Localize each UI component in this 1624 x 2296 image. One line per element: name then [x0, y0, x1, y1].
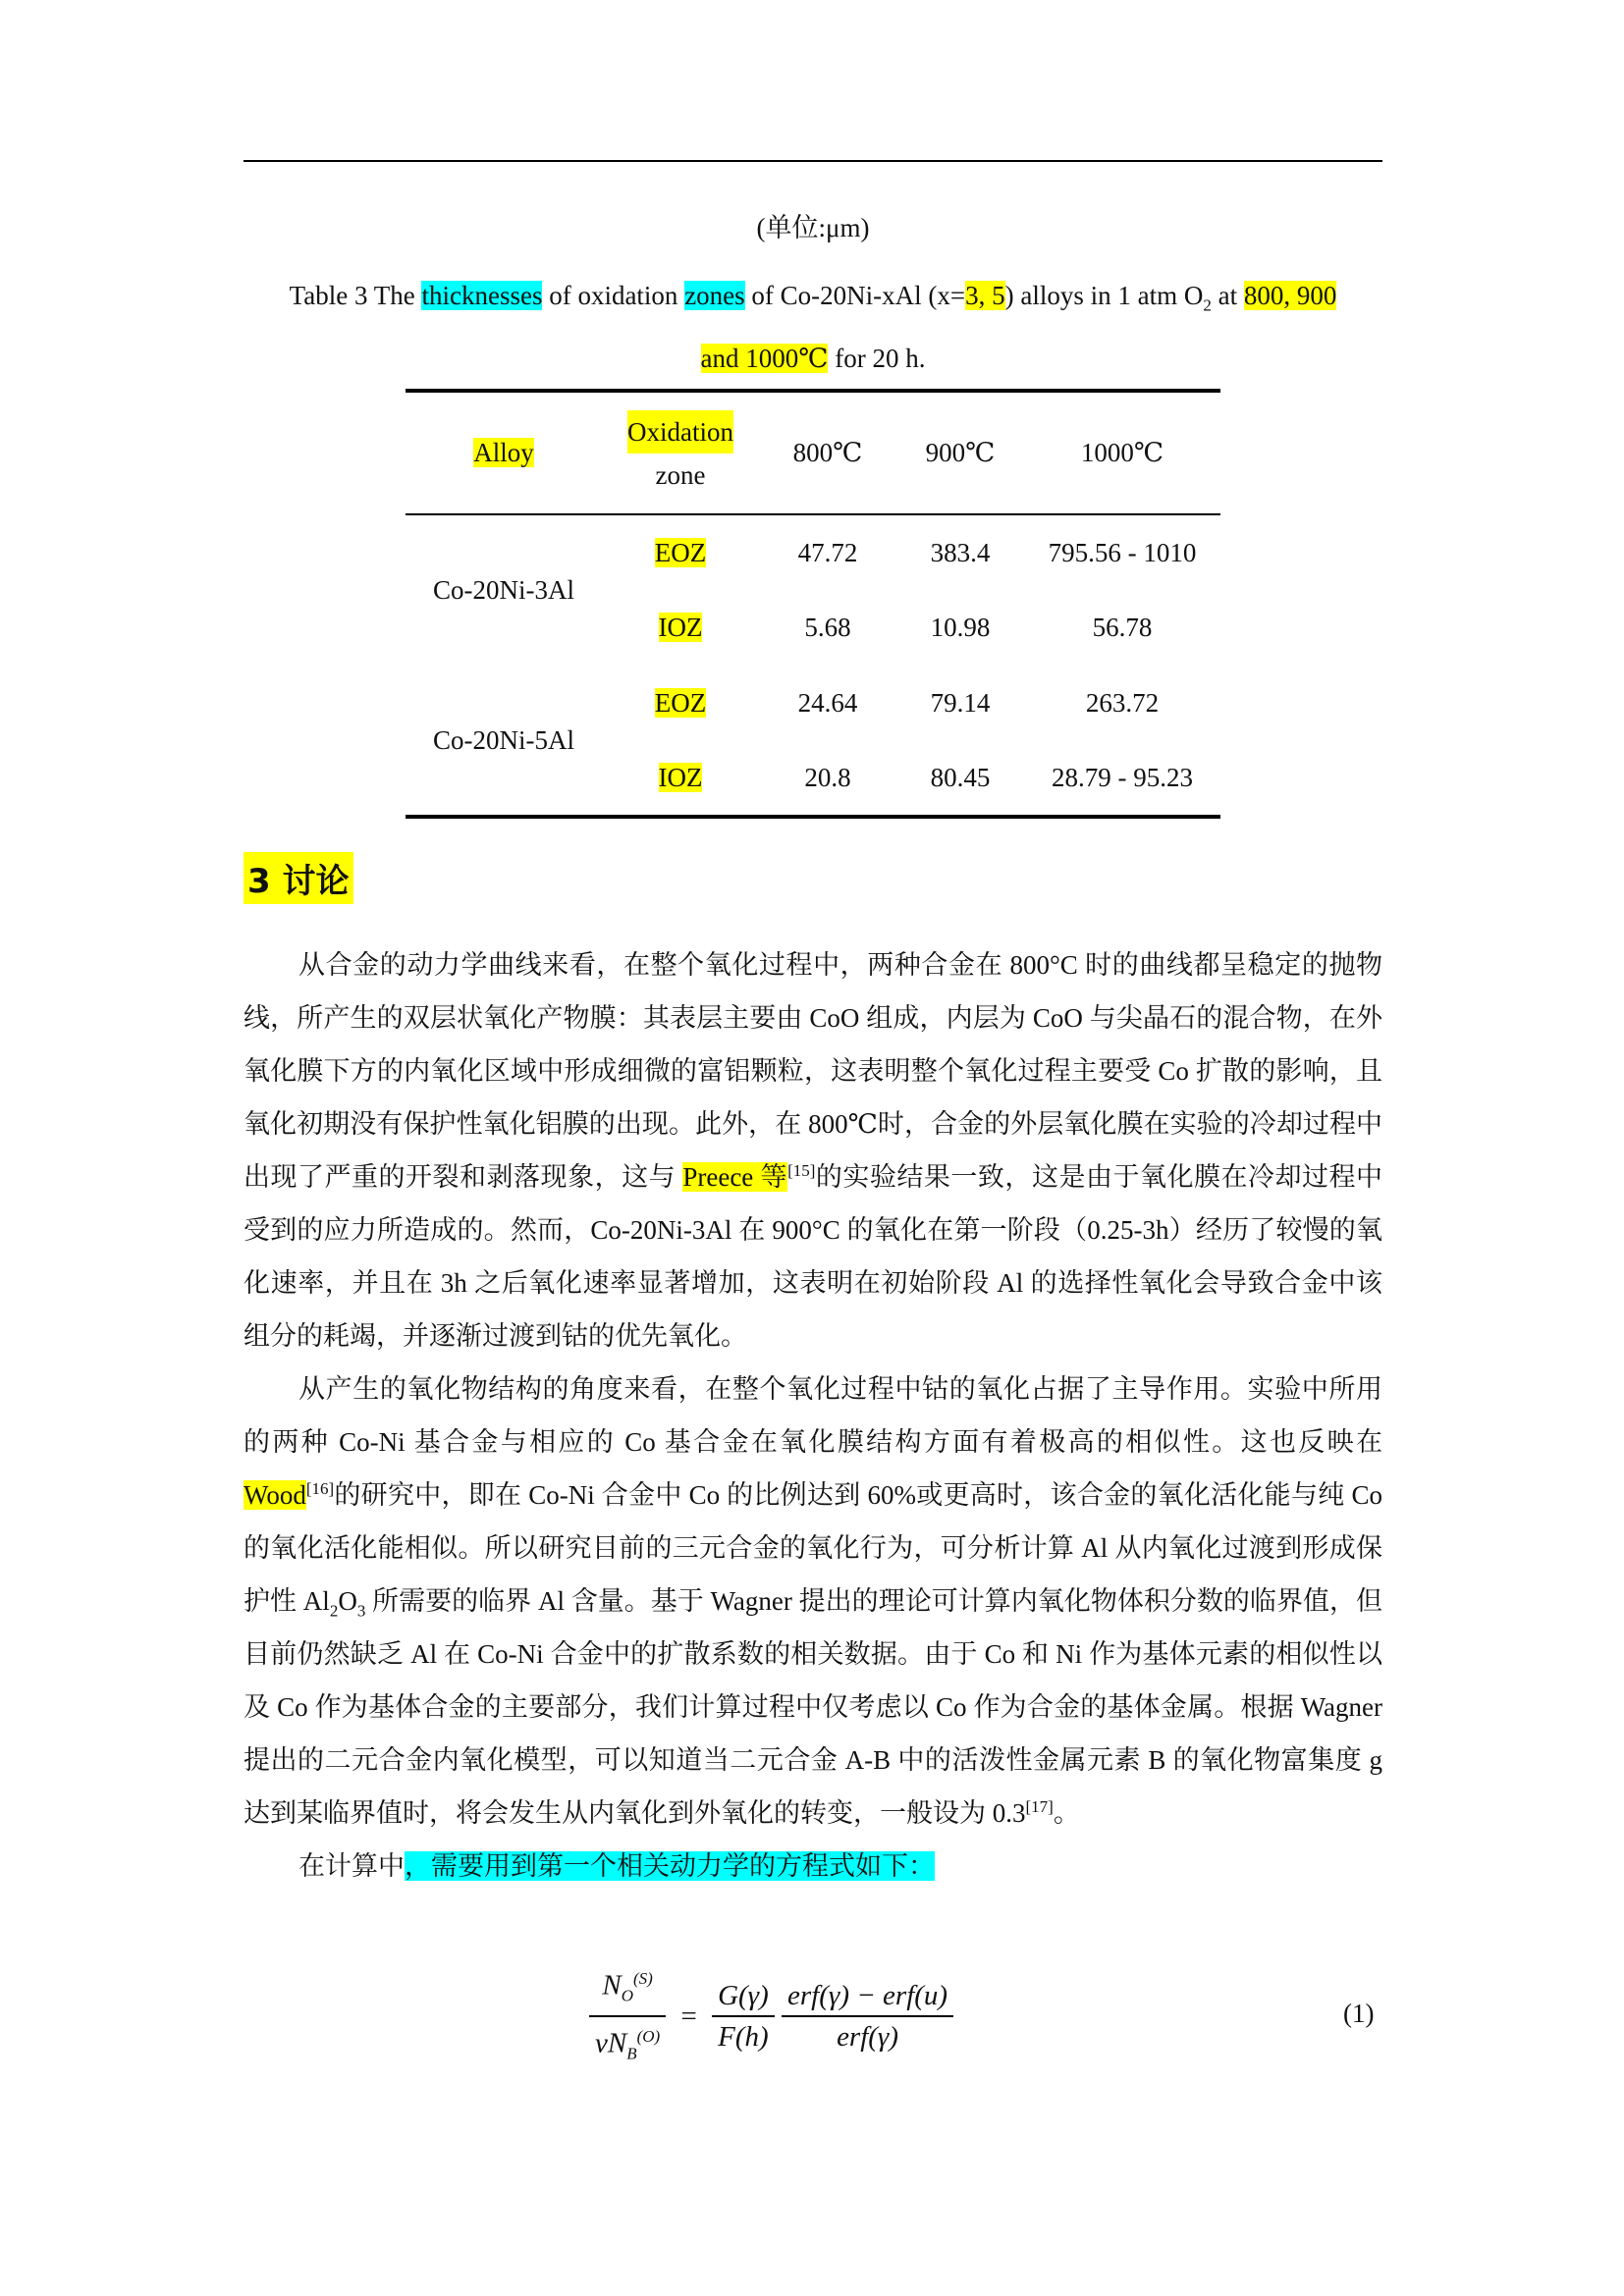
eq-lhs-den-pre: νN [595, 2028, 627, 2060]
cell-zone-label: IOZ [658, 763, 703, 792]
header-1000: 1000℃ [1080, 438, 1164, 467]
table-caption [244, 269, 1382, 385]
cell-zone-label: IOZ [658, 613, 703, 642]
eq-lhs-den-sub: B [626, 2044, 637, 2063]
body-text [244, 938, 1382, 1893]
para3-text-a: 在计算中 [298, 1851, 405, 1881]
eq-lhs-denominator [589, 2017, 666, 2073]
eq-lhs-den-sup: (O) [636, 2027, 661, 2047]
caption-suffix: for 20 h. [828, 344, 926, 374]
cell-900: 10.98 [930, 613, 991, 642]
caption-mid3: ) alloys in 1 atm O [1004, 281, 1204, 310]
eq-rhs1-denominator: F(h) [718, 2021, 769, 2054]
para2-highlight: Wood [244, 1480, 306, 1510]
section-title: 3 讨论 [244, 852, 353, 904]
cell-900: 80.45 [930, 763, 991, 792]
cell-zone-label: EOZ [654, 688, 707, 718]
para1-highlight: Preece 等 [682, 1162, 788, 1192]
header-900: 900℃ [925, 438, 996, 467]
cell-alloy: Co-20Ni-3Al [433, 575, 574, 605]
eq-rhs1-numerator: G(γ) [712, 1976, 775, 2017]
table-row [406, 666, 1220, 741]
eq-lhs-num-sub: O [621, 1986, 633, 2005]
caption-highlight-thicknesses: thicknesses [421, 281, 543, 310]
eq-rhs1-fraction [712, 1976, 775, 2056]
cell-800: 47.72 [797, 537, 858, 567]
para2-sub-2: 2 [329, 1601, 339, 1621]
paragraph-1 [244, 938, 1382, 1362]
caption-mid1: of oxidation [542, 281, 685, 310]
cell-1000: 28.79 - 95.23 [1052, 763, 1193, 792]
eq-lhs-num-base: N [602, 1969, 622, 2002]
eq-rhs2-fraction [782, 1976, 953, 2056]
cell-zone [602, 514, 759, 590]
header-rule [244, 160, 1382, 162]
thickness-table [406, 389, 1220, 819]
equation-1 [589, 1959, 953, 2074]
header-alloy [406, 391, 602, 514]
caption-sub-o: 2 [1203, 295, 1212, 315]
para1-text-a: 从合金的动力学曲线来看，在整个氧化过程中，两种合金在 800°C 时的曲线都呈稳定的抛物线，所产生的双层状氧化产物膜：其表层主要由 CoO 组成，内层为 CoO 与尖晶石的混合物，在外氧化膜下方的内氧化区域中形成细微的富铝颗粒，这表明整个氧化过程主要受 Co 扩散的影响，且氧化初期没有保护性氧化铝膜的出现。此外，在 800℃时，合金的外层氧化膜在实验的冷却过程中出现了严重的开裂和剥落现象，这与 [244, 950, 1382, 1192]
unit-line: (单位:μm) [756, 213, 870, 242]
para2-text-d: 所需要的临界 Al 含量。基于 Wagner 提出的理论可计算内氧化物体积分数的临界值，但目前仍然缺乏 Al 在 Co-Ni 合金中的扩散系数的相关数据。由于 Co 和 Ni 作为基体元素的相似性以及 Co 作为基体合金的主要部分，我们计算过程中仅考虑以 Co 作为合金的基体金属。根据 Wagner 提出的二元合金内氧化模型，可以知道当二元合金 A-B 中的活泼性金属元素 B 的氧化物富集度 g 达到某临界值时，将会发生从内氧化到外氧化的转变，一般设为 0.3 [244, 1586, 1383, 1828]
caption-highlight-temps1: 800, 900 [1243, 281, 1337, 310]
caption-mid4: at [1211, 281, 1244, 310]
para1-text-b: 的实验结果一致，这是由于氧化膜在冷却过程中受到的应力所造成的。然而，Co-20Ni-3Al 在 900°C 的氧化在第一阶段（0.25-3h）经历了较慢的氧化速率，并且在 3h 之后氧化速率显著增加，这表明在初始阶段 Al 的选择性氧化会导致合金中该组分的耗竭，并逐渐过渡到钴的优先氧化。 [244, 1162, 1383, 1351]
eq-lhs-num-sup: (S) [633, 1969, 653, 1988]
para2-sub-3: 3 [356, 1601, 366, 1621]
eq-rhs2-numerator: erf(γ) − erf(u) [782, 1976, 953, 2017]
eq-equals: = [680, 2000, 697, 2032]
cell-zone [602, 741, 759, 817]
citation-ref: [15] [787, 1161, 816, 1180]
cell-alloy: Co-20Ni-5Al [433, 724, 574, 755]
cell-zone [602, 590, 759, 666]
para3-highlight: ，需要用到第一个相关动力学的方程式如下： [405, 1851, 935, 1881]
cell-800: 24.64 [797, 688, 858, 718]
cell-1000: 56.78 [1092, 613, 1153, 642]
header-zone-line1: Oxidation [627, 410, 733, 454]
cell-zone [602, 666, 759, 741]
header-alloy-label: Alloy [473, 438, 534, 467]
caption-highlight-x: 3, 5 [965, 281, 1005, 310]
header-800: 800℃ [792, 438, 863, 467]
para2-text-e: 。 [1053, 1798, 1080, 1828]
cell-zone-label: EOZ [654, 537, 707, 567]
eq-lhs-numerator [589, 1959, 666, 2017]
citation-ref: [16] [305, 1479, 335, 1498]
cell-800: 5.68 [804, 613, 851, 642]
para2-text-b: 的研究中，即在 Co-Ni 合金中 Co 的比例达到 60%或更高时，该合金的氧化活化能与纯 Co 的氧化活化能相似。所以研究目前的三元合金的氧化行为，可分析计算 Al 从内氧化过渡到形成保护性 Al [244, 1480, 1382, 1616]
cell-900: 383.4 [930, 537, 991, 567]
eq-lhs-fraction [589, 1959, 666, 2074]
equation-number: (1) [1343, 1999, 1375, 2028]
para2-text-a: 从产生的氧化物结构的角度来看，在整个氧化过程中钴的氧化占据了主导作用。实验中所用的两种 Co-Ni 基合金与相应的 Co 基合金在氧化膜结构方面有着极高的相似性。这也反映在 [244, 1374, 1382, 1457]
cell-800: 20.8 [804, 763, 851, 792]
caption-mid2: of Co-20Ni-xAl (x= [744, 281, 966, 310]
cell-1000: 795.56 - 1010 [1048, 537, 1197, 567]
table-row [406, 514, 1220, 590]
paragraph-2 [244, 1362, 1382, 1840]
cell-900: 79.14 [930, 688, 991, 718]
caption-highlight-temps2: and 1000℃ [700, 344, 829, 374]
table-header-row [406, 391, 1220, 514]
paragraph-3 [244, 1840, 1382, 1893]
caption-highlight-zones: zones [684, 281, 745, 310]
citation-ref: [17] [1025, 1797, 1054, 1816]
eq-rhs2-denominator: erf(γ) [837, 2021, 899, 2054]
para2-text-c: O [338, 1586, 357, 1616]
header-zone-line2: zone [655, 459, 706, 490]
header-zone [602, 391, 759, 514]
caption-prefix: Table 3 The [289, 281, 422, 310]
cell-1000: 263.72 [1085, 688, 1160, 718]
